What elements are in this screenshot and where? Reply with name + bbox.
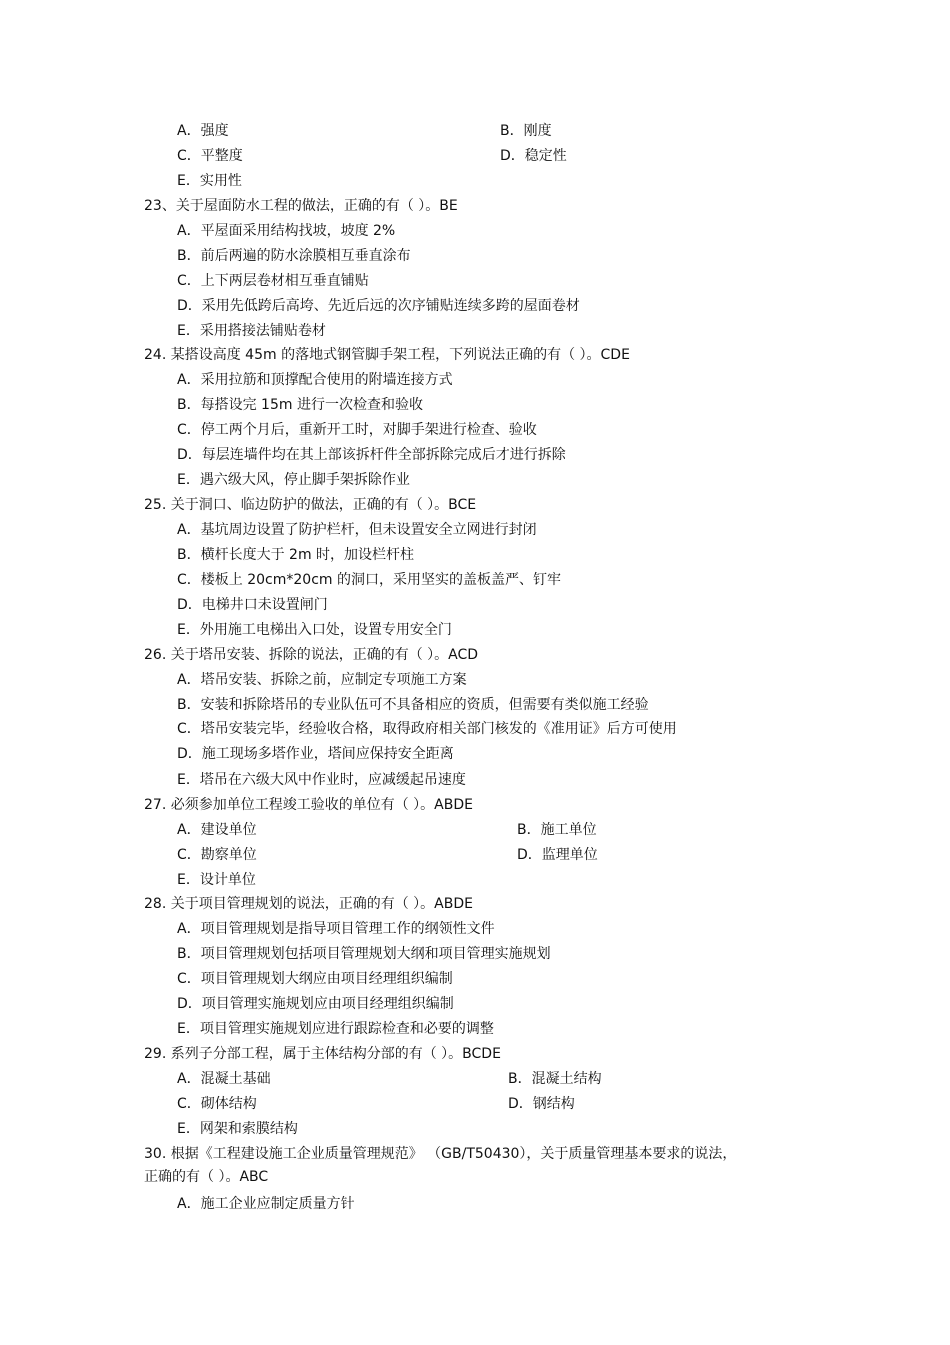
question-30-stem-continued: 正确的有（ ）。ABC <box>144 1169 269 1185</box>
option-24-c: C．停工两个月后，重新开工时，对脚手架进行检查、验收 <box>177 422 537 438</box>
option-28-e: E．项目管理实施规划应进行跟踪检查和必要的调整 <box>177 1021 494 1037</box>
option-24-a: A．采用拉筋和顶撑配合使用的附墙连接方式 <box>177 372 453 388</box>
option-24-d: D．每层连墙件均在其上部该拆杆件全部拆除完成后才进行拆除 <box>177 447 566 463</box>
option-25-d: D．电梯井口未设置闸门 <box>177 597 328 613</box>
option-30-a: A．施工企业应制定质量方针 <box>177 1196 355 1212</box>
option-27-a: A．建设单位 <box>177 822 257 838</box>
question-24-stem: 24. 某搭设高度 45m 的落地式钢管脚手架工程，下列说法正确的有（ ）。CDE <box>144 347 630 363</box>
option-28-d: D．项目管理实施规划应由项目经理组织编制 <box>177 996 454 1012</box>
option-26-d: D．施工现场多塔作业，塔间应保持安全距离 <box>177 746 454 762</box>
option-22-b: B．刚度 <box>500 123 552 139</box>
option-23-e: E．采用搭接法铺贴卷材 <box>177 323 326 339</box>
question-23-stem: 23、关于屋面防水工程的做法，正确的有（ ）。BE <box>144 198 458 214</box>
option-22-a: A．强度 <box>177 123 229 139</box>
option-29-b: B．混凝土结构 <box>508 1071 602 1087</box>
option-28-b: B．项目管理规划包括项目管理规划大纲和项目管理实施规划 <box>177 946 551 962</box>
option-29-a: A．混凝土基础 <box>177 1071 271 1087</box>
option-23-d: D．采用先低跨后高垮、先近后远的次序铺贴连续多跨的屋面卷材 <box>177 298 580 314</box>
option-28-c: C．项目管理规划大纲应由项目经理组织编制 <box>177 971 453 987</box>
question-25-stem: 25. 关于洞口、临边防护的做法，正确的有（ ）。BCE <box>144 497 477 513</box>
option-28-a: A．项目管理规划是指导项目管理工作的纲领性文件 <box>177 921 495 937</box>
option-25-e: E．外用施工电梯出入口处，设置专用安全门 <box>177 622 452 638</box>
option-25-a: A．基坑周边设置了防护栏杆，但未设置安全立网进行封闭 <box>177 522 537 538</box>
option-29-c: C．砌体结构 <box>177 1096 257 1112</box>
question-27-stem: 27. 必须参加单位工程竣工验收的单位有（ ）。ABDE <box>144 797 473 813</box>
question-26-stem: 26. 关于塔吊安装、拆除的说法，正确的有（ ）。ACD <box>144 647 479 663</box>
option-23-a: A．平屋面采用结构找坡，坡度 2% <box>177 223 396 239</box>
option-22-d: D．稳定性 <box>500 148 567 164</box>
option-29-e: E．网架和索膜结构 <box>177 1121 298 1137</box>
option-25-c: C．楼板上 20cm*20cm 的洞口，采用坚实的盖板盖严、钉牢 <box>177 572 561 588</box>
option-26-a: A．塔吊安装、拆除之前，应制定专项施工方案 <box>177 672 467 688</box>
option-26-c: C．塔吊安装完毕，经验收合格，取得政府相关部门核发的《准用证》后方可使用 <box>177 721 677 737</box>
option-26-e: E．塔吊在六级大风中作业时，应减缓起吊速度 <box>177 772 466 788</box>
option-29-d: D．钢结构 <box>508 1096 575 1112</box>
question-29-stem: 29. 系列子分部工程，属于主体结构分部的有（ ）。BCDE <box>144 1046 501 1062</box>
question-30-stem: 30. 根据《工程建设施工企业质量管理规范》 （GB/T50430），关于质量管理基本要求的说法， <box>144 1146 737 1162</box>
option-24-b: B．每搭设完 15m 进行一次检查和验收 <box>177 397 423 413</box>
option-27-d: D．监理单位 <box>517 847 598 863</box>
option-25-b: B．横杆长度大于 2m 时，加设栏杆柱 <box>177 547 415 563</box>
option-27-b: B．施工单位 <box>517 822 597 838</box>
option-23-b: B．前后两遍的防水涂膜相互垂直涂布 <box>177 248 411 264</box>
option-27-c: C．勘察单位 <box>177 847 257 863</box>
option-23-c: C．上下两层卷材相互垂直铺贴 <box>177 273 369 289</box>
option-24-e: E．遇六级大风，停止脚手架拆除作业 <box>177 472 410 488</box>
option-22-e: E．实用性 <box>177 173 242 189</box>
option-22-c: C．平整度 <box>177 148 243 164</box>
option-27-e: E．设计单位 <box>177 872 256 888</box>
option-26-b: B．安装和拆除塔吊的专业队伍可不具备相应的资质，但需要有类似施工经验 <box>177 697 649 713</box>
question-28-stem: 28. 关于项目管理规划的说法，正确的有（ ）。ABDE <box>144 896 473 912</box>
